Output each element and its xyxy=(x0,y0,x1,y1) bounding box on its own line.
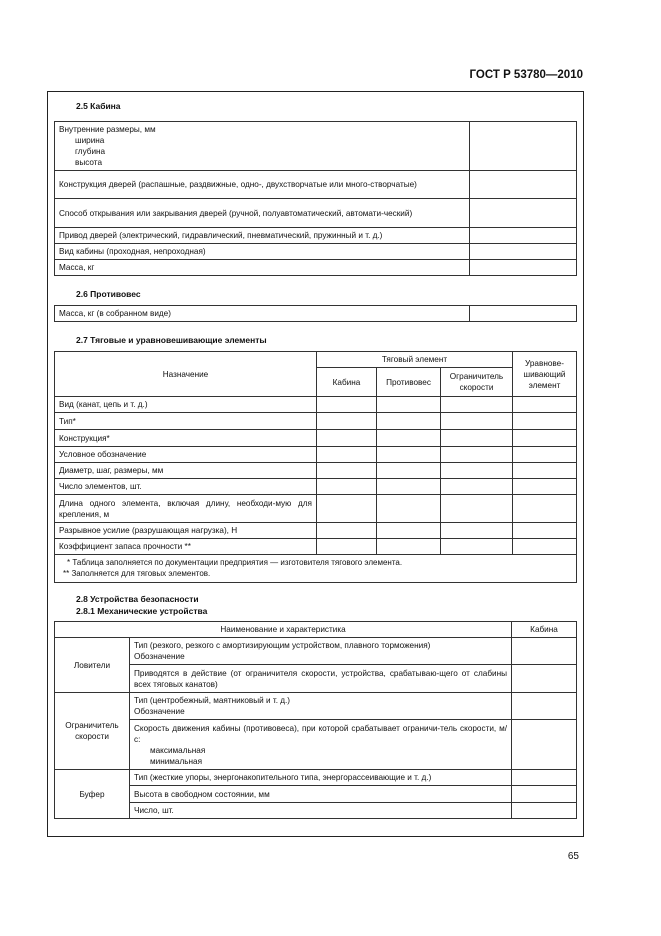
value-cell[interactable] xyxy=(470,306,577,322)
value-cell[interactable] xyxy=(470,122,577,171)
section-2-8-title: 2.8 Устройства безопасности xyxy=(76,594,199,604)
table-row xyxy=(55,479,577,495)
value-cell[interactable] xyxy=(441,413,513,430)
note-1: * Таблица заполняется по документации предприятия — изготовителя тягового элемента. xyxy=(67,558,403,567)
page-number: 65 xyxy=(567,851,579,862)
row-sub-min: минимальная xyxy=(150,756,203,766)
table-row xyxy=(55,495,577,523)
value-cell[interactable] xyxy=(470,228,577,244)
value-cell[interactable] xyxy=(441,495,513,523)
value-cell[interactable] xyxy=(317,479,377,495)
section-2-6-title: 2.6 Противовес xyxy=(76,289,141,299)
value-cell[interactable] xyxy=(513,430,577,447)
safety-table xyxy=(54,621,577,819)
row-sub-max: максимальная xyxy=(150,745,206,755)
value-cell[interactable] xyxy=(512,720,577,770)
dims-height: высота xyxy=(75,158,103,167)
value-cell[interactable] xyxy=(513,479,577,495)
col-purpose: Назначение xyxy=(55,352,317,397)
page-frame xyxy=(47,91,584,837)
table-row xyxy=(55,539,577,555)
col-traction: Тяговый элемент xyxy=(317,352,513,368)
value-cell[interactable] xyxy=(317,430,377,447)
page-content xyxy=(54,92,577,819)
col-cabin: Кабина xyxy=(512,622,577,638)
value-cell[interactable] xyxy=(317,539,377,555)
traction-table xyxy=(54,351,577,555)
dims-cell xyxy=(55,122,470,171)
row-label: Условное обозначение xyxy=(55,447,317,463)
row-label: Привод дверей (электрический, гидравлический, пневматический, пружинный и т. д.) xyxy=(55,228,470,244)
value-cell[interactable] xyxy=(441,397,513,413)
value-cell[interactable] xyxy=(377,447,441,463)
value-cell[interactable] xyxy=(513,397,577,413)
value-cell[interactable] xyxy=(317,413,377,430)
row-label: Разрывное усилие (разрушающая нагрузка), Н xyxy=(55,523,317,539)
value-cell[interactable] xyxy=(317,463,377,479)
value-cell[interactable] xyxy=(470,199,577,228)
table-row xyxy=(55,171,577,199)
row-label xyxy=(130,720,512,770)
value-cell[interactable] xyxy=(377,523,441,539)
row-label: Способ открывания или закрывания дверей (ручной, полуавтоматический, автомати-ческий) xyxy=(55,199,470,228)
value-cell[interactable] xyxy=(441,523,513,539)
value-cell[interactable] xyxy=(441,539,513,555)
row-label: Число элементов, шт. xyxy=(55,479,317,495)
table-row xyxy=(55,306,577,322)
row-label: Тип* xyxy=(55,413,317,430)
dims-label: Внутренние размеры, мм xyxy=(59,125,156,134)
value-cell[interactable] xyxy=(470,244,577,260)
table-row xyxy=(55,228,577,244)
table-row xyxy=(55,397,577,413)
value-cell[interactable] xyxy=(512,693,577,720)
value-cell[interactable] xyxy=(441,447,513,463)
row-label: Длина одного элемента, включая длину, необходи-мую для крепления, м xyxy=(55,495,317,523)
value-cell[interactable] xyxy=(377,463,441,479)
row-label: Высота в свободном состоянии, мм xyxy=(130,786,512,803)
table-row xyxy=(55,720,577,770)
dims-depth: глубина xyxy=(75,147,106,156)
value-cell[interactable] xyxy=(513,413,577,430)
row-label: Диаметр, шаг, размеры, мм xyxy=(55,463,317,479)
table-row xyxy=(55,770,577,786)
col-name: Наименование и характеристика xyxy=(55,622,512,638)
table-row xyxy=(55,430,577,447)
row-label xyxy=(130,693,512,720)
value-cell[interactable] xyxy=(441,430,513,447)
value-cell[interactable] xyxy=(377,413,441,430)
row-label: Тип (жесткие упоры, энергонакопительного типа, энергорассеивающие и т. д.) xyxy=(130,770,512,786)
table-row xyxy=(55,122,577,171)
row-label: Приводятся в действие (от ограничителя скорости, устройства, срабатываю-щего от слабины всех тяговых канатов) xyxy=(130,665,512,693)
row-text: Тип (центробежный, маятниковый и т. д.) xyxy=(134,696,291,705)
table-row xyxy=(55,447,577,463)
table-row xyxy=(55,463,577,479)
row-label: Вид (канат, цепь и т. д.) xyxy=(55,397,317,413)
col-limiter: Ограничитель скорости xyxy=(441,368,513,397)
row-label: Конструкция* xyxy=(55,430,317,447)
value-cell[interactable] xyxy=(512,638,577,665)
value-cell[interactable] xyxy=(377,430,441,447)
row-label xyxy=(130,638,512,665)
row-text: Скорость движения кабины (противовеса), при которой срабатывает ограничи-тель скорости, м/с: xyxy=(134,723,508,744)
table-row xyxy=(55,260,577,276)
value-cell[interactable] xyxy=(512,803,577,819)
value-cell[interactable] xyxy=(377,495,441,523)
table-row xyxy=(55,665,577,693)
value-cell[interactable] xyxy=(317,397,377,413)
col-cabin: Кабина xyxy=(317,368,377,397)
value-cell[interactable] xyxy=(377,539,441,555)
counterweight-table xyxy=(54,305,577,322)
table-header-row xyxy=(55,352,577,368)
table-header-row xyxy=(55,622,577,638)
value-cell[interactable] xyxy=(377,479,441,495)
group-speed-limiter: Ограничитель скорости xyxy=(55,693,130,770)
row-label: Вид кабины (проходная, непроходная) xyxy=(55,244,470,260)
value-cell[interactable] xyxy=(441,479,513,495)
row-label: Конструкция дверей (распашные, раздвижные, одно-, двухстворчатые или много-створчатые) xyxy=(55,171,470,199)
value-cell[interactable] xyxy=(513,495,577,523)
value-cell[interactable] xyxy=(317,447,377,463)
section-2-5-title: 2.5 Кабина xyxy=(76,101,121,111)
row-label: Число, шт. xyxy=(130,803,512,819)
value-cell[interactable] xyxy=(513,447,577,463)
table-row xyxy=(55,803,577,819)
row-extra: Обозначение xyxy=(134,652,185,661)
value-cell[interactable] xyxy=(470,260,577,276)
group-buffer: Буфер xyxy=(55,770,130,819)
value-cell[interactable] xyxy=(513,539,577,555)
table-row xyxy=(55,413,577,430)
value-cell[interactable] xyxy=(513,523,577,539)
value-cell[interactable] xyxy=(512,665,577,693)
value-cell[interactable] xyxy=(512,786,577,803)
col-counterweight: Противовес xyxy=(377,368,441,397)
note-2: ** Заполняется для тяговых элементов. xyxy=(63,568,211,578)
cabin-table xyxy=(54,121,577,276)
value-cell[interactable] xyxy=(317,495,377,523)
row-text: Тип (резкого, резкого с амортизирующим устройством, плавного торможения) xyxy=(134,641,431,650)
value-cell[interactable] xyxy=(470,171,577,199)
value-cell[interactable] xyxy=(377,397,441,413)
table-row xyxy=(55,638,577,665)
row-label: Масса, кг (в собранном виде) xyxy=(55,306,470,322)
group-catchers: Ловители xyxy=(55,638,130,693)
value-cell[interactable] xyxy=(513,463,577,479)
table-notes xyxy=(54,555,577,583)
row-label: Масса, кг xyxy=(55,260,470,276)
standard-number: ГОСТ Р 53780—2010 xyxy=(469,69,583,81)
table-row xyxy=(55,523,577,539)
section-2-7-title: 2.7 Тяговые и уравновешивающие элементы xyxy=(76,335,267,345)
value-cell[interactable] xyxy=(317,523,377,539)
table-row xyxy=(55,693,577,720)
row-label: Коэффициент запаса прочности ** xyxy=(55,539,317,555)
section-2-8-1-title: 2.8.1 Механические устройства xyxy=(76,606,208,616)
dims-width: ширина xyxy=(75,136,105,145)
table-row xyxy=(55,786,577,803)
value-cell[interactable] xyxy=(512,770,577,786)
row-extra: Обозначение xyxy=(134,707,185,716)
value-cell[interactable] xyxy=(441,463,513,479)
table-row xyxy=(55,199,577,228)
col-balancing: Уравнове-шивающий элемент xyxy=(513,352,577,397)
table-row xyxy=(55,244,577,260)
